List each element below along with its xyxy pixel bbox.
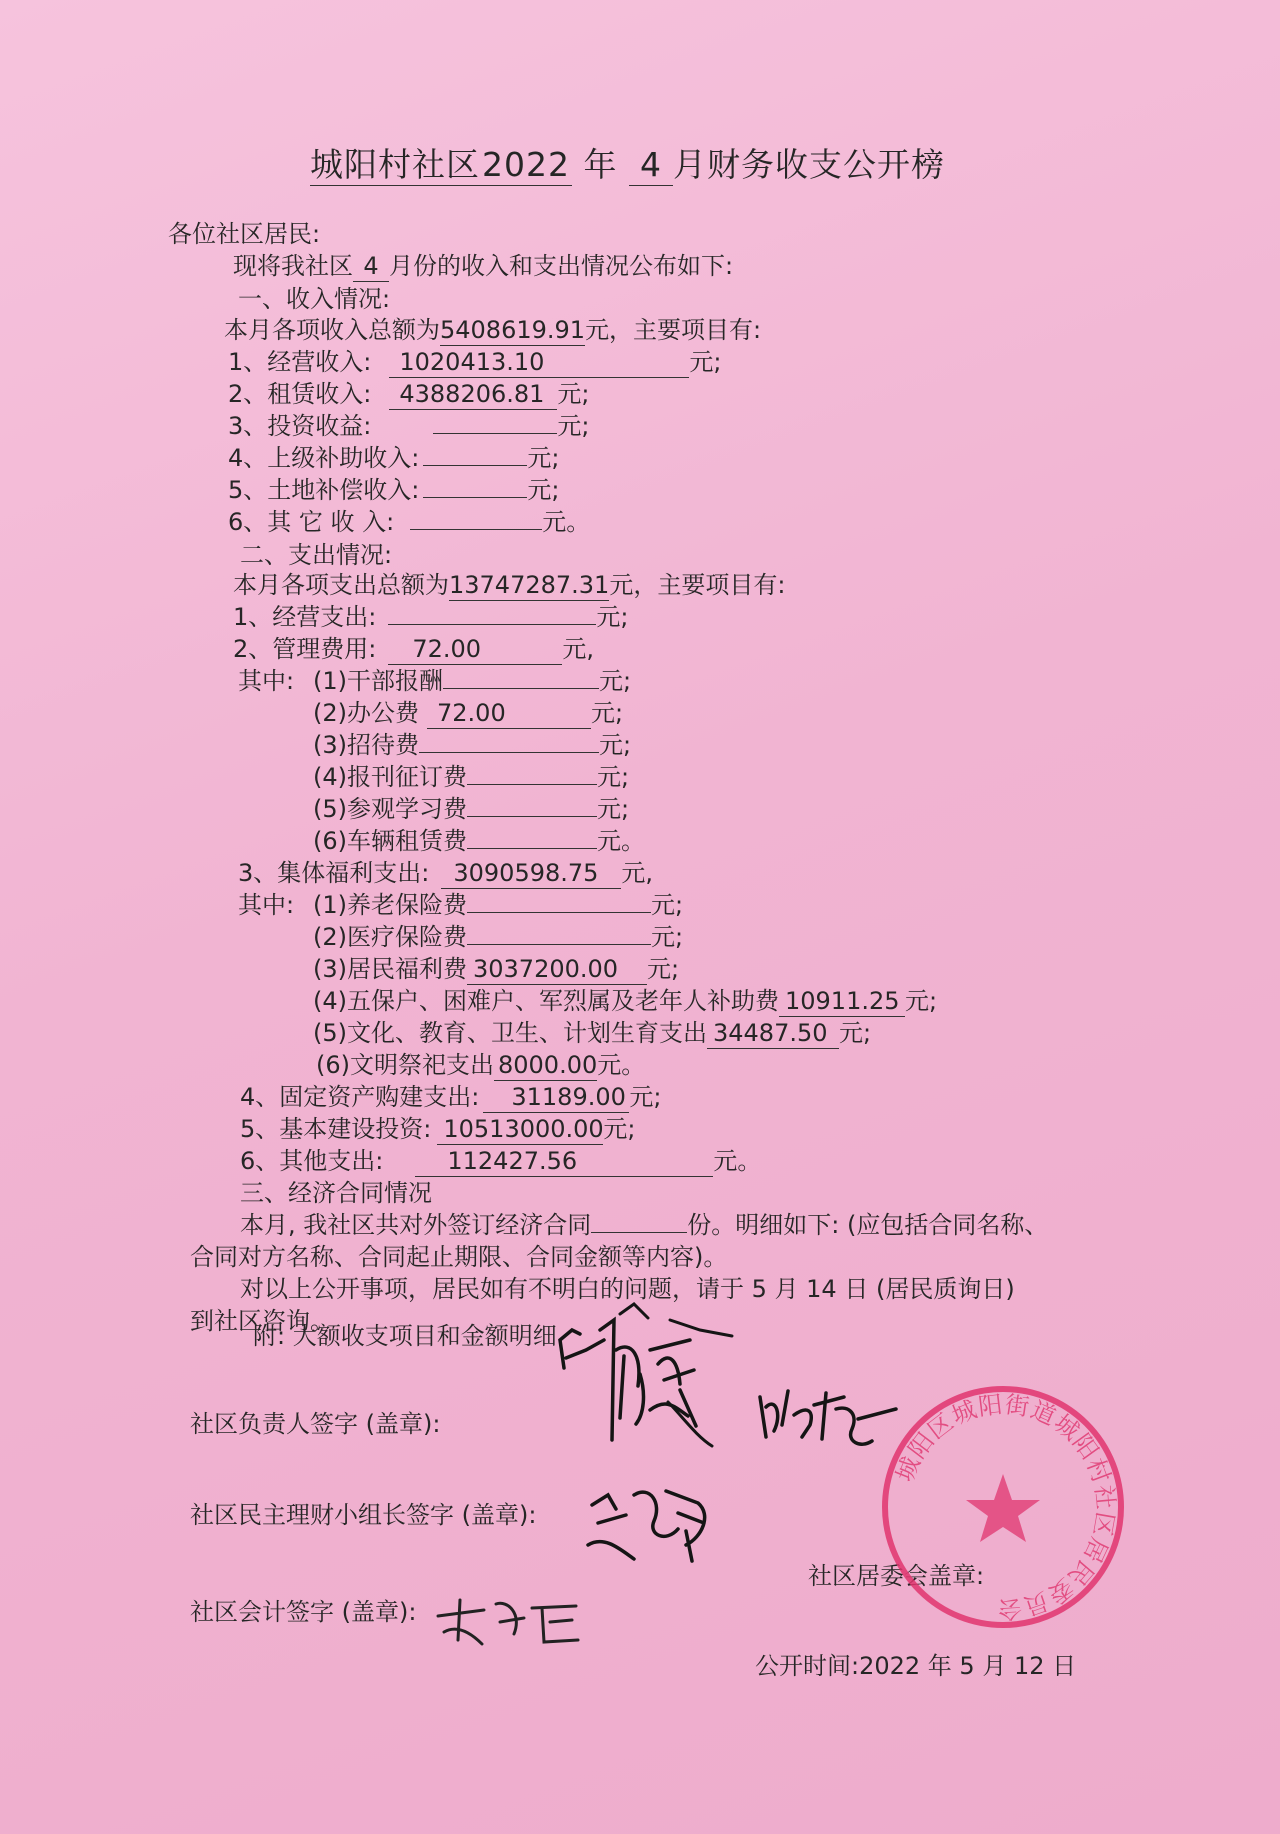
sub-item-value xyxy=(467,816,597,817)
greeting: 各位社区居民: xyxy=(168,220,321,248)
sub-item-value: 34487.50 xyxy=(707,1018,839,1049)
expense-item-value xyxy=(388,624,596,625)
income-item-1 xyxy=(228,347,721,378)
sub-item-unit: 元; xyxy=(597,763,630,791)
expense-item-unit: 元, xyxy=(562,635,594,663)
expense-asset xyxy=(240,1082,661,1113)
sub-item-unit: 元; xyxy=(647,955,680,983)
expense-item-value: 31189.00 xyxy=(483,1082,629,1113)
expense-item-unit: 元; xyxy=(603,1115,636,1143)
contract-heading: 三、经济合同情况 xyxy=(240,1179,432,1207)
sub-item-label: (4)报刊征订费 xyxy=(313,763,467,791)
income-item-value: 4388206.81 xyxy=(389,379,557,410)
mgmt-sub-1 xyxy=(313,666,631,696)
income-item-6 xyxy=(228,507,590,537)
welfare-among-label: 其中: xyxy=(238,891,295,919)
expense-item-value: 72.00 xyxy=(388,634,562,665)
intro-line xyxy=(233,251,733,282)
intro-month: 4 xyxy=(353,251,389,282)
income-item-label: 5、土地补偿收入: xyxy=(228,476,420,504)
attachment-note: 附: 大额收支项目和金额明细 xyxy=(253,1322,557,1350)
sub-item-value: 3037200.00 xyxy=(467,954,647,985)
income-item-label: 4、上级补助收入: xyxy=(228,444,420,472)
sub-item-value: 72.00 xyxy=(427,698,591,729)
expense-item-value: 10513000.00 xyxy=(437,1114,603,1145)
sub-item-label: (2)医疗保险费 xyxy=(313,923,467,951)
mgmt-sub-4 xyxy=(313,762,629,792)
income-item-value xyxy=(410,529,542,530)
welfare-sub-1 xyxy=(313,890,683,920)
income-item-label: 6、其 它 收 入: xyxy=(228,508,395,536)
title-month: 4 xyxy=(629,145,673,186)
intro-suffix: 月份的收入和支出情况公布如下: xyxy=(389,252,734,280)
stamp-text: 城阳区城阳街道城阳村社区居民委员会 xyxy=(890,1390,1120,1624)
expense-construction xyxy=(240,1114,635,1145)
intro-prefix: 现将我社区 xyxy=(233,252,353,280)
income-item-value: 1020413.10 xyxy=(389,347,689,378)
expense-heading: 二、支出情况: xyxy=(240,541,393,569)
accountant-handwritten-signature xyxy=(430,1588,610,1658)
sub-item-value xyxy=(467,784,597,785)
expense-item-value: 112427.56 xyxy=(415,1146,713,1177)
sub-item-label: (1)养老保险费 xyxy=(313,891,467,919)
income-item-label: 1、经营收入: xyxy=(228,348,372,376)
sub-item-value xyxy=(467,912,651,913)
expense-item-label: 6、其他支出: xyxy=(240,1147,384,1175)
sub-item-unit: 元; xyxy=(839,1019,872,1047)
sub-item-label: (5)文化、教育、卫生、计划生育支出 xyxy=(313,1019,707,1047)
welfare-sub-6 xyxy=(316,1050,645,1081)
sub-item-unit: 元; xyxy=(591,699,624,727)
contract-line-3: 对以上公开事项，居民如有不明白的问题，请于 5 月 14 日 (居民质询日) xyxy=(240,1275,1015,1303)
accountant-signature-label: 社区会计签字 (盖章): xyxy=(190,1598,417,1626)
expense-item-label: 5、基本建设投资: xyxy=(240,1115,432,1143)
expense-item-unit: 元。 xyxy=(713,1147,762,1175)
expense-item-unit: 元, xyxy=(621,859,653,887)
expense-item-label: 1、经营支出: xyxy=(233,603,377,631)
sub-item-label: (3)居民福利费 xyxy=(313,955,467,983)
sub-item-label: (6)车辆租赁费 xyxy=(313,827,467,855)
mgmt-sub-3 xyxy=(313,730,631,760)
mgmt-sub-6 xyxy=(313,826,645,856)
income-item-value xyxy=(433,433,557,434)
expense-item-label: 2、管理费用: xyxy=(233,635,377,663)
income-item-2 xyxy=(228,379,589,410)
income-heading: 一、收入情况: xyxy=(238,285,391,313)
committee-official-stamp xyxy=(878,1382,1128,1632)
sub-item-unit: 元; xyxy=(599,731,632,759)
expense-op xyxy=(233,602,628,632)
sub-item-value xyxy=(443,688,599,689)
sub-item-label: (4)五保户、困难户、军烈属及老年人补助费 xyxy=(313,987,779,1015)
income-item-label: 2、租赁收入: xyxy=(228,380,372,408)
sub-item-unit: 元。 xyxy=(597,1051,646,1079)
income-item-unit: 元; xyxy=(557,380,590,408)
welfare-sub-2 xyxy=(313,922,683,952)
expense-total-prefix: 本月各项支出总额为 xyxy=(233,571,449,599)
income-total-line xyxy=(224,315,761,346)
expense-item-label: 4、固定资产购建支出: xyxy=(240,1083,480,1111)
income-item-3 xyxy=(228,411,589,441)
sub-item-value xyxy=(467,848,597,849)
income-item-unit: 元; xyxy=(527,444,560,472)
leader-handwritten-signature xyxy=(520,1290,760,1470)
title-suffix: 月财务收支公开榜 xyxy=(673,145,945,184)
contract-line1-suffix: 份。明细如下: (应包括合同名称、 xyxy=(687,1211,1049,1239)
income-item-unit: 元。 xyxy=(542,508,591,536)
mgmt-sub-5 xyxy=(313,794,629,824)
sub-item-unit: 元; xyxy=(905,987,938,1015)
income-item-unit: 元; xyxy=(527,476,560,504)
expense-other xyxy=(240,1146,761,1177)
sub-item-label: (3)招待费 xyxy=(313,731,419,759)
sub-item-label: (1)干部报酬 xyxy=(313,667,443,695)
expense-total-value: 13747287.31 xyxy=(449,571,610,599)
income-total-value: 5408619.91 xyxy=(440,316,586,344)
sub-item-label: (5)参观学习费 xyxy=(313,795,467,823)
income-item-4 xyxy=(228,443,559,473)
sub-item-label: (6)文明祭祀支出 xyxy=(316,1051,494,1079)
expense-item-value: 3090598.75 xyxy=(441,858,621,889)
sub-item-unit: 元。 xyxy=(597,827,645,855)
sub-item-value xyxy=(467,944,651,945)
contract-line-4: 到社区咨询。 xyxy=(190,1307,334,1335)
title-year: 2022 xyxy=(480,145,572,186)
expense-mgmt xyxy=(233,634,594,665)
sub-item-label: (2)办公费 xyxy=(313,699,419,727)
expense-welfare xyxy=(238,858,653,889)
contract-count xyxy=(591,1232,687,1233)
expense-total-line xyxy=(233,570,785,601)
sub-item-value xyxy=(419,752,599,753)
contract-line-2: 合同对方名称、合同起止期限、合同金额等内容)。 xyxy=(190,1243,728,1271)
income-item-label: 3、投资收益: xyxy=(228,412,372,440)
sub-item-value: 10911.25 xyxy=(779,986,905,1017)
finance-group-signature-label: 社区民主理财小组长签字 (盖章): xyxy=(190,1501,537,1529)
expense-item-unit: 元; xyxy=(629,1083,662,1111)
welfare-sub-4 xyxy=(313,986,937,1017)
expense-item-unit: 元; xyxy=(596,603,629,631)
sub-item-unit: 元; xyxy=(651,923,684,951)
contract-line1-prefix: 本月, 我社区共对外签订经济合同 xyxy=(240,1211,592,1239)
mgmt-among-label: 其中: xyxy=(238,667,295,695)
welfare-sub-3 xyxy=(313,954,679,985)
title-year-unit: 年 xyxy=(583,145,618,184)
sub-item-unit: 元; xyxy=(597,795,630,823)
expense-total-suffix: 元，主要项目有: xyxy=(609,571,786,599)
leader-signature-label: 社区负责人签字 (盖章): xyxy=(190,1410,441,1438)
income-item-value xyxy=(423,497,527,498)
income-item-unit: 元; xyxy=(689,348,722,376)
welfare-sub-5 xyxy=(313,1018,871,1049)
sub-item-unit: 元; xyxy=(651,891,684,919)
sub-item-value: 8000.00 xyxy=(494,1050,597,1081)
committee-stamp-label: 社区居委会盖章: xyxy=(808,1562,985,1590)
finance-handwritten-signature xyxy=(574,1465,734,1575)
sub-item-unit: 元; xyxy=(599,667,632,695)
publish-date: 公开时间:2022 年 5 月 12 日 xyxy=(755,1652,1077,1680)
income-total-suffix: 元，主要项目有: xyxy=(585,316,762,344)
income-item-value xyxy=(423,465,527,466)
income-total-prefix: 本月各项收入总额为 xyxy=(224,316,440,344)
income-item-unit: 元; xyxy=(557,412,590,440)
income-item-5 xyxy=(228,475,559,505)
title-prefix: 城阳村社区 xyxy=(310,145,480,184)
page-title xyxy=(310,145,945,186)
expense-item-label: 3、集体福利支出: xyxy=(238,859,430,887)
contract-line-1 xyxy=(240,1210,1048,1240)
mgmt-sub-2 xyxy=(313,698,623,729)
